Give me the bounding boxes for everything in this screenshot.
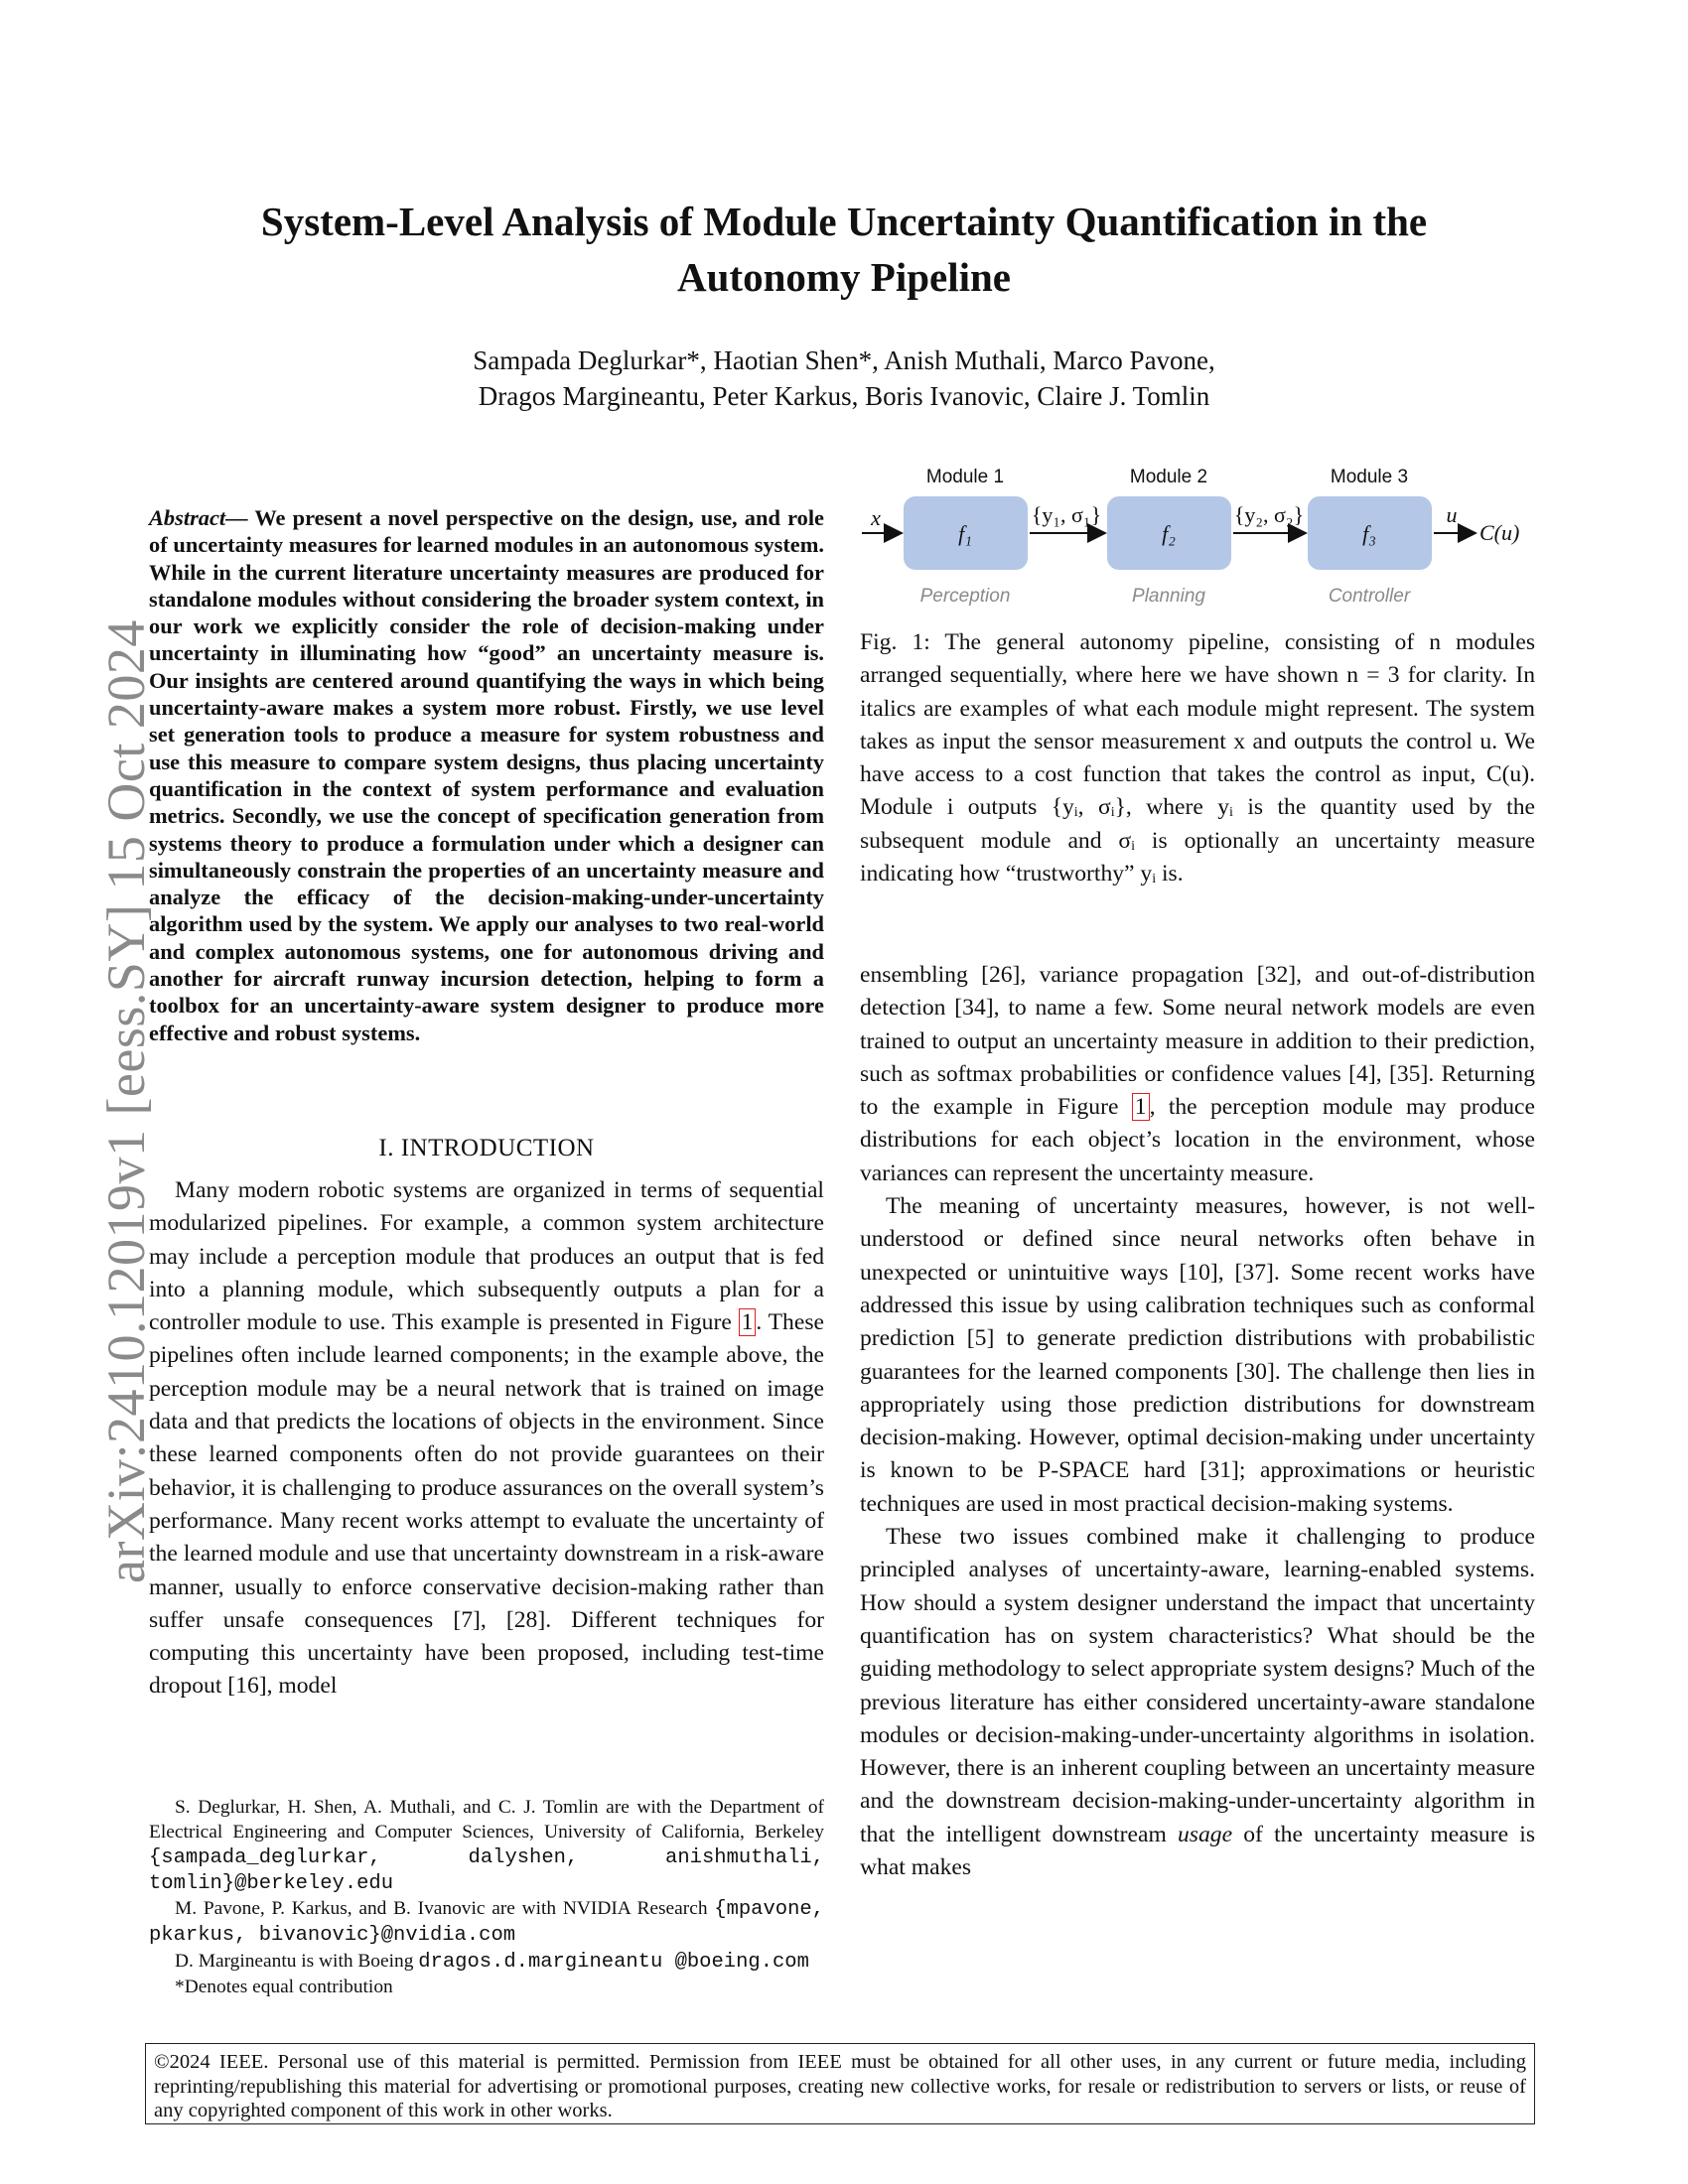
abstract bbox=[149, 504, 824, 1046]
intro-column-right bbox=[860, 959, 1535, 1884]
figure-caption: Fig. 1: The general autonomy pipeline, consisting of n modules arranged sequentially, where here we have shown n = 3 for clarity. In italics are examples of what each module might represent. The system takes as input the sensor measurement x and outputs the control u. We have access to a cost function that takes the control as input, C(u). Module i outputs {yᵢ, σᵢ}, where yᵢ is the quantity used by the subsequent module and σᵢ is optionally an uncertainty measure indicating how “trustworthy” yᵢ is. bbox=[860, 629, 1535, 887]
edge-label: {y₂, σ₂} bbox=[1233, 502, 1305, 527]
copyright-notice: ©2024 IEEE. Personal use of this material is permitted. Permission from IEEE must be obtained for all other uses, in any current or future media, including reprinting/republishing this material for advertising or promotional purposes, creating new collective works, for resale or redistribution to servers or lists, or reuse of any copyrighted component of this work in other works. bbox=[145, 2043, 1535, 2124]
footnote bbox=[149, 1975, 824, 1999]
pipeline-figure bbox=[860, 459, 1555, 627]
edge-label: {y₁, σ₁} bbox=[1031, 502, 1102, 527]
footnote-email: {sampada_deglurkar, dalyshen, anishmuthali, tomlin}@berkeley.edu bbox=[149, 1846, 824, 1896]
role-label: Perception bbox=[919, 586, 1011, 607]
cost-label: C(u) bbox=[1479, 520, 1520, 545]
figure-link[interactable]: 1 bbox=[739, 1308, 757, 1336]
paragraph bbox=[149, 1174, 824, 1704]
footnote bbox=[149, 1896, 824, 1948]
footnote-text: D. Margineantu is with Boeing bbox=[175, 1950, 419, 1972]
footnote-text: S. Deglurkar, H. Shen, A. Muthali, and C. J. Tomlin are with the Department of Electrical Engineering and Computer Sciences, University of California, Berkeley bbox=[149, 1797, 824, 1843]
module-label: Module 3 bbox=[1330, 467, 1409, 487]
paragraph-text: of the uncertainty measure is what makes bbox=[860, 1821, 1536, 1881]
paper-title bbox=[149, 194, 1539, 305]
arxiv-identifier: arXiv:2410.12019v1 [eess.SY] 15 Oct 2024 bbox=[96, 619, 156, 1583]
title-line: Autonomy Pipeline bbox=[677, 254, 1011, 300]
footnote-email: dragos.d.margineantu @boeing.com bbox=[418, 1950, 809, 1974]
footnote-text: M. Pavone, P. Karkus, and B. Ivanovic are with NVIDIA Research bbox=[175, 1898, 715, 1920]
paragraph-text: These two issues combined make it challenging to produce principled analyses of uncertainty-aware, learning-enabled systems. How should a system designer understand the impact that uncertainty quantification has on system characteristics? What should be the guiding methodology to select appropriate system designs? Much of the previous literature has either considered uncertainty-aware standalone modules or decision-making-under-uncertainty algorithms in isolation. However, there is an inherent coupling between an uncertainty measure and the downstream decision-making-under-uncertainty algorithm in that the intelligent downstream bbox=[860, 1524, 1535, 1847]
section-heading: I. INTRODUCTION bbox=[378, 1135, 595, 1161]
paragraph-text: Many modern robotic systems are organized in terms of sequential modularized pipelines. For example, a common system architecture may include a perception module that produces an output that is fed into a planning module, which subsequently outputs a plan for a controller module to use. This example is presented in Figure bbox=[149, 1177, 824, 1336]
paragraph bbox=[860, 1521, 1535, 1884]
footnote-email: {mpavone, pkarkus, bivanovic}@nvidia.com bbox=[149, 1898, 824, 1948]
emphasis: usage bbox=[1178, 1821, 1233, 1847]
input-label: x bbox=[871, 505, 881, 530]
function-label: f₂ bbox=[1162, 521, 1176, 546]
authors-line: Dragos Margineantu, Peter Karkus, Boris Ivanovic, Claire J. Tomlin bbox=[478, 381, 1210, 411]
footnote-text: *Denotes equal contribution bbox=[175, 1976, 393, 1997]
paragraph bbox=[860, 959, 1535, 1190]
role-label: Planning bbox=[1132, 586, 1205, 607]
abstract-dash: — bbox=[225, 505, 255, 530]
output-label: u bbox=[1446, 502, 1458, 527]
abstract-text: We present a novel perspective on the design, use, and role of uncertainty measures for learned modules in an autonomous system. While in the current literature uncertainty measures are produced for standalone modules without considering the broader system context, in our work we explicitly consider the role of decision-making under uncertainty in illuminating how “good” an uncertainty measure is. Our insights are centered around quantifying the ways in which being uncertainty-aware makes a system more robust. Firstly, we use level set generation tools to produce a measure for system robustness and use this measure to compare system designs, thus placing uncertainty quantification in the context of system performance and evaluation metrics. Secondly, we use the concept of specification generation from systems theory to produce a formulation under which a designer can simultaneously constrain the properties of an uncertainty measure and analyze the efficacy of the decision-making-under-uncertainty algorithm used by the system. We apply our analyses to two real-world and complex autonomous systems, one for autonomous driving and another for aircraft runway incursion detection, helping to form a toolbox for an uncertainty-aware system designer to produce more effective and robust systems. bbox=[149, 505, 824, 1045]
module-label: Module 1 bbox=[925, 467, 1005, 487]
title-line: System-Level Analysis of Module Uncertainty Quantification in the bbox=[260, 199, 1428, 244]
paragraph-text: , the perception module may produce distributions for each object’s location in the environment, whose variances can represent the uncertainty measure. bbox=[860, 1094, 1535, 1186]
function-label: f₃ bbox=[1362, 521, 1376, 546]
paragraph: The meaning of uncertainty measures, however, is not well-understood or defined since neural networks often behave in unexpected or unintuitive ways [10], [37]. Some recent works have addressed this issue by using calibration techniques such as conformal prediction [5] to generate prediction distributions with probabilistic guarantees for the learned components [30]. The challenge then lies in appropriately using those prediction distributions for downstream decision-making. However, optimal decision-making under uncertainty is known to be P-SPACE hard [31]; approximations or heuristic techniques are used in most practical decision-making systems. bbox=[860, 1193, 1535, 1517]
footnote bbox=[149, 1795, 824, 1896]
function-label: f₁ bbox=[958, 521, 972, 546]
footnote bbox=[149, 1949, 824, 1975]
figure-link[interactable]: 1 bbox=[1132, 1093, 1150, 1121]
role-label: Controller bbox=[1328, 586, 1411, 607]
footnotes bbox=[149, 1795, 824, 1999]
paragraph-text: ensembling [26], variance propagation [32], and out-of-distribution detection [34], to name a few. Some neural network models are even trained to output an uncertainty measure in addition to their prediction, such as softmax probabilities or confidence values [4], [35]. Returning to the example in Figure bbox=[860, 962, 1535, 1121]
module-label: Module 2 bbox=[1129, 467, 1208, 487]
intro-column-left bbox=[149, 1174, 824, 1704]
abstract-label: Abstract bbox=[149, 505, 226, 530]
paragraph-text: . These pipelines often include learned components; in the example above, the perception module may be a neural network that is trained on image data and that predicts the locations of objects in the environment. Since these learned components often do not provide guarantees on their behavior, it is challenging to produce assurances on the overall system’s performance. Many recent works attempt to evaluate the uncertainty of the learned module and use that uncertainty downstream in a risk-aware manner, usually to enforce conservative decision-making rather than suffer unsafe consequences [7], [28]. Different techniques for computing this uncertainty have been proposed, including test-time dropout [16], model bbox=[149, 1309, 824, 1700]
authors-line: Sampada Deglurkar*, Haotian Shen*, Anish Muthali, Marco Pavone, bbox=[473, 345, 1215, 375]
